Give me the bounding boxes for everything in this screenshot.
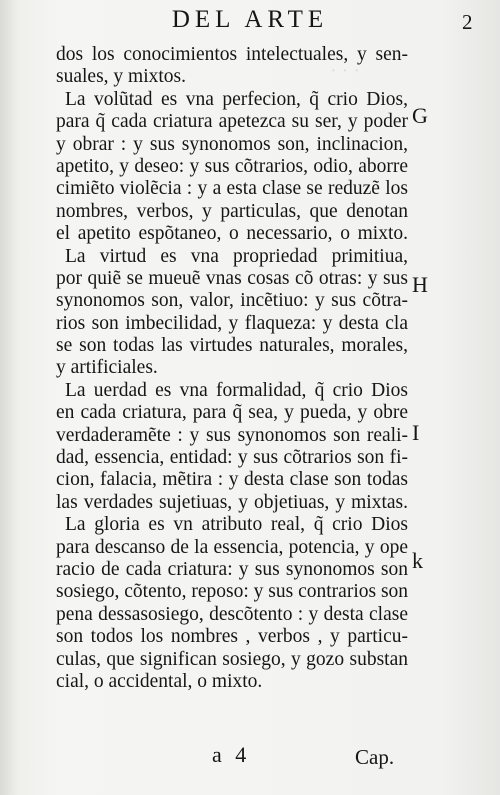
text-line: en cada criatura, para q̃ sea, y pueda, y obre <box>56 402 408 424</box>
text-line: apetito, y deseo: y sus cõtrarios, odio, aborre <box>56 155 408 177</box>
text-line: y artificiales. <box>56 357 158 379</box>
text-line: las verdades sujetiuas, y objetiuas, y mixtas. <box>56 491 408 513</box>
margin-letter-h: H <box>412 272 428 297</box>
text-line: el apetito espõtaneo, o necessario, o mixto. <box>56 223 408 245</box>
text-line: por quiẽ se mueuẽ vnas cosas cõ otras: y sus <box>56 267 408 289</box>
main-text-block <box>56 44 408 693</box>
text-line: synonomos son, valor, incẽtiuo: y sus cõtra- <box>56 290 408 312</box>
text-line: culas, que significan sosiego, y gozo substan <box>56 648 408 670</box>
text-line: verdaderamẽte : y sus synonomos son reali- <box>56 424 408 446</box>
text-line: cion, falacia, mẽtira : y desta clase son todas <box>56 469 408 491</box>
text-line: pena dessasosiego, descõtento : y desta clase <box>56 603 408 625</box>
folio-number: 2 <box>462 10 473 34</box>
text-line: racio de cada criatura: y sus synonomos son <box>56 558 408 580</box>
text-line: cimiẽto violẽcia : y a esta clase se reduzẽ los <box>56 178 408 200</box>
text-line: dos los conocimientos intelectuales, y sen- <box>56 44 408 65</box>
margin-letter-g: G <box>412 103 428 128</box>
text-line: y obrar : y sus synonomos son, inclinacion, <box>56 133 408 155</box>
text-line: nombres, verbos, y particulas, que denotan <box>56 200 408 222</box>
signature-mark: a 4 <box>212 742 251 767</box>
text-line: suales, y mixtos. <box>56 66 186 88</box>
text-line: dad, essencia, entidad: y sus cõtrarios son fi- <box>56 447 408 469</box>
margin-letter-i: I <box>412 420 420 445</box>
text-line: rios son imbecilidad, y flaqueza: y desta cla <box>56 312 408 334</box>
running-title: DEL ARTE <box>171 6 329 33</box>
text-line: para descanso de la essencia, potencia, y ope <box>56 536 408 558</box>
catchword: Cap. <box>355 745 395 769</box>
text-line: se son todas las virtudes naturales, morales, <box>56 335 408 357</box>
text-line: cial, o accidental, o mixto. <box>56 670 263 692</box>
text-line: La virtud es vna propriedad primitiua, <box>65 245 408 267</box>
text-line: La gloria es vn atributo real, q̃ crio Dios <box>65 514 408 536</box>
show-through-text: · · · <box>330 60 360 82</box>
margin-letter-k: k <box>412 548 423 573</box>
text-line: La uerdad es vna formalidad, q̃ crio Dios <box>65 379 408 401</box>
text-line: son todos los nombres , verbos , y particu- <box>56 626 408 648</box>
text-line: para q̃ cada criatura apetezca su ser, y poder <box>56 111 408 133</box>
text-line: sosiego, cõtento, reposo: y sus contrarios son <box>56 581 409 603</box>
text-line: La volũtad es vna perfecion, q̃ crio Dios, <box>65 88 408 110</box>
